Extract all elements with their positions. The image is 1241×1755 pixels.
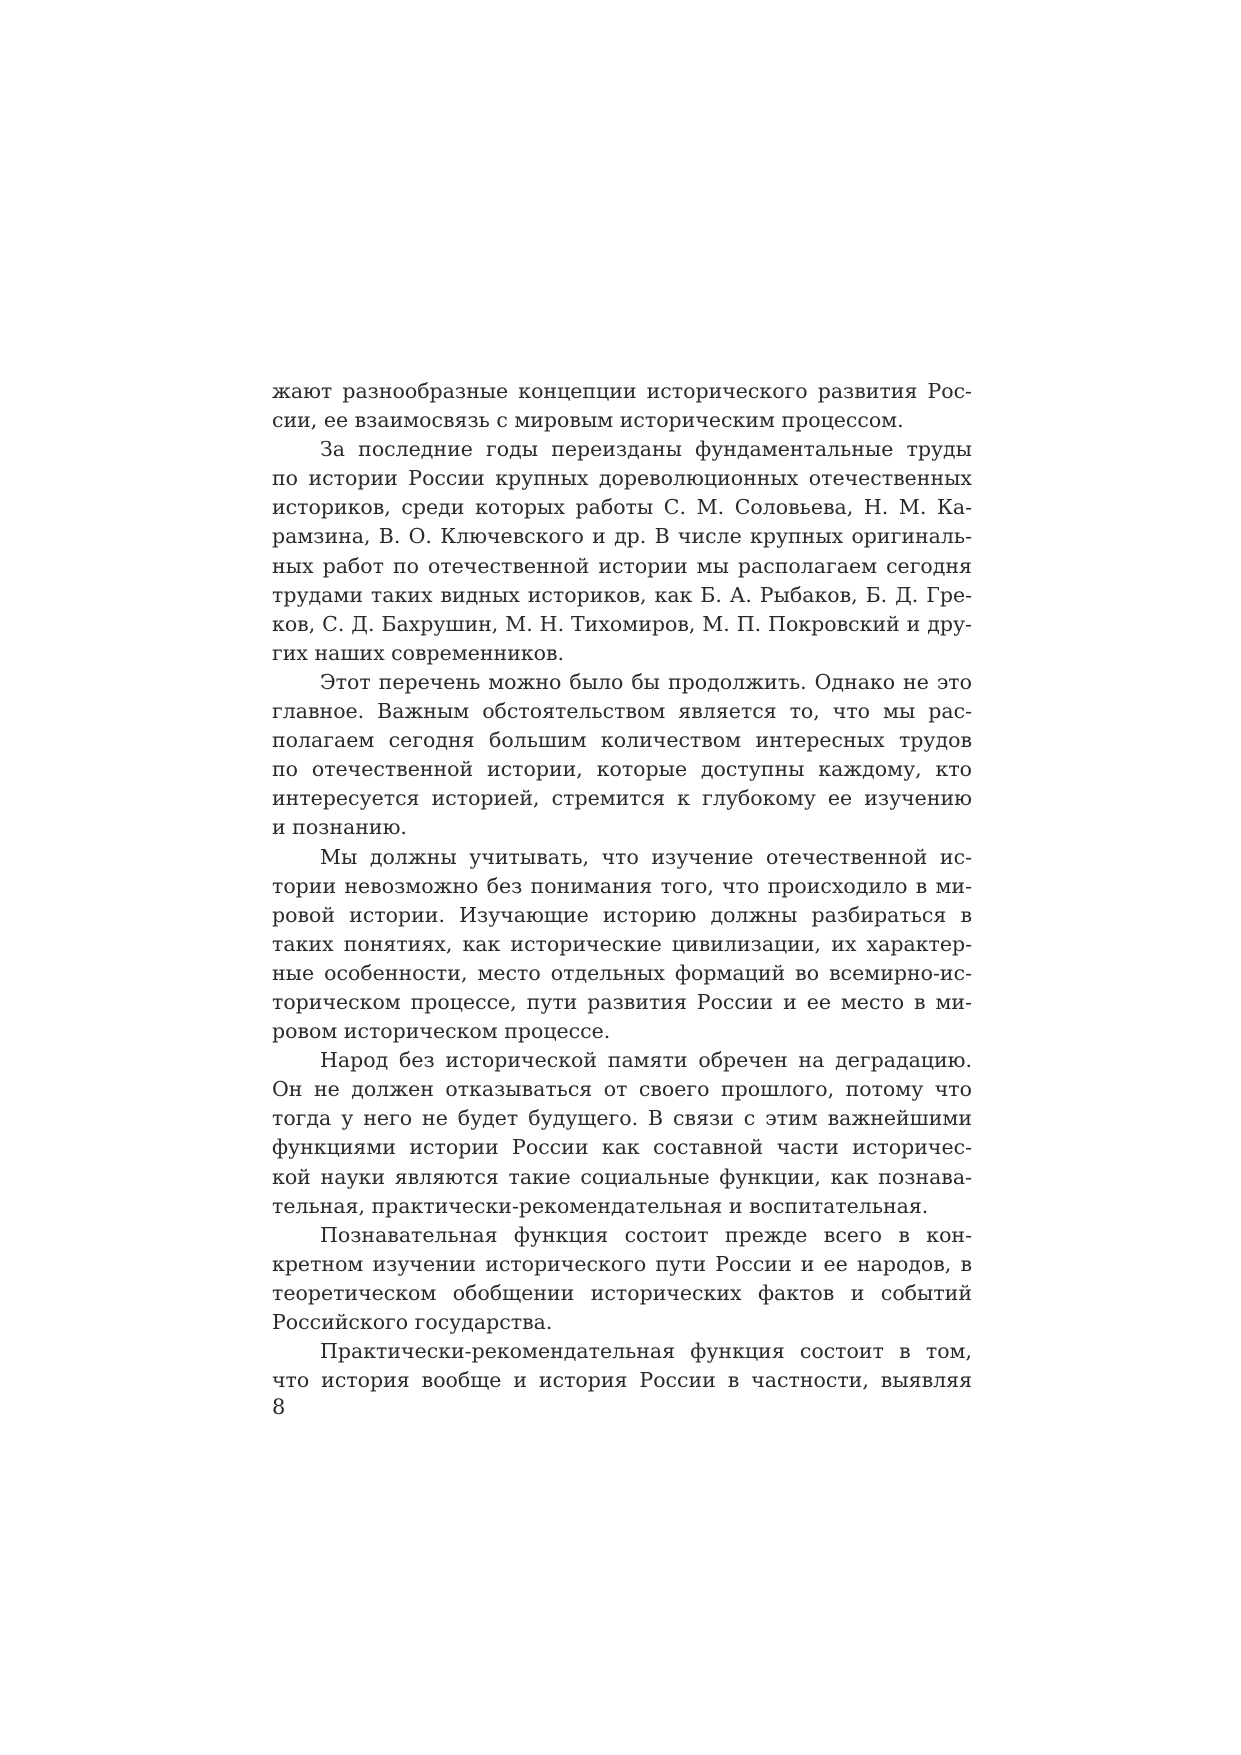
text-line: ные особенности, место отдельных формаций во всемирно-ис-	[272, 960, 972, 985]
text-line: Народ без исторической памяти обречен на деградацию.	[320, 1048, 972, 1073]
text-line: интересуется историей, стремится к глубокому ее изучению	[272, 786, 972, 811]
text-line: жают разнообразные концепции исторического развития Рос-	[272, 379, 972, 403]
text-line: по отечественной истории, которые доступны каждому, кто	[272, 757, 972, 782]
text-line: тории невозможно без понимания того, что происходило в ми-	[272, 873, 972, 898]
text-line: полагаем сегодня большим количеством интересных трудов	[272, 728, 972, 753]
text-line: сии, ее взаимосвязь с мировым историческим процессом.	[272, 408, 904, 433]
text-line: и познанию.	[272, 815, 407, 840]
text-line: торическом процессе, пути развития России и ее место в ми-	[272, 989, 972, 1014]
text-line: Мы должны учитывать, что изучение отечественной ис-	[320, 844, 972, 869]
text-line: ков, С. Д. Бахрушин, М. Н. Тихомиров, М. П. Покровский и дру-	[272, 611, 972, 636]
page-number: 8	[272, 1395, 286, 1419]
text-line: таких понятиях, как исторические цивилизации, их характер-	[272, 931, 972, 956]
text-line: функциями истории России как составной части историчес-	[272, 1135, 972, 1160]
text-line: Российского государства.	[272, 1310, 553, 1334]
text-line: главное. Важным обстоятельством является то, что мы рас-	[272, 699, 972, 724]
text-line: кретном изучении исторического пути России и ее народов, в	[272, 1251, 972, 1276]
text-line: Этот перечень можно было бы продолжить. Однако не это	[320, 669, 972, 694]
text-line: За последние годы переизданы фундаментальные труды	[320, 437, 972, 462]
text-line: рамзина, В. О. Ключевского и др. В числе крупных оригиналь-	[272, 524, 972, 549]
body-text	[272, 377, 972, 1395]
text-line: историков, среди которых работы С. М. Соловьева, Н. М. Ка-	[272, 495, 972, 520]
text-line: кой науки являются такие социальные функции, как познава-	[272, 1164, 972, 1189]
text-line: что история вообще и история России в частности, выявляя	[272, 1368, 972, 1393]
text-line: Практически-рекомендательная функция состоит в том,	[320, 1339, 972, 1364]
text-line: теоретическом обобщении исторических фактов и событий	[272, 1280, 972, 1305]
text-line: по истории России крупных дореволюционных отечественных	[272, 466, 972, 491]
text-line: тельная, практически-рекомендательная и воспитательная.	[272, 1193, 929, 1218]
text-line: Познавательная функция состоит прежде всего в кон-	[320, 1222, 972, 1247]
text-line: ровом историческом процессе.	[272, 1019, 611, 1044]
text-line: тогда у него не будет будущего. В связи с этим важнейшими	[272, 1106, 972, 1131]
text-line: Он не должен отказываться от своего прошлого, потому что	[272, 1077, 972, 1102]
text-line: ных работ по отечественной истории мы располагаем сегодня	[272, 553, 972, 578]
text-line: ровой истории. Изучающие историю должны разбираться в	[272, 902, 972, 927]
text-line: гих наших современников.	[272, 640, 565, 665]
text-line: трудами таких видных историков, как Б. А. Рыбаков, Б. Д. Гре-	[272, 582, 972, 607]
